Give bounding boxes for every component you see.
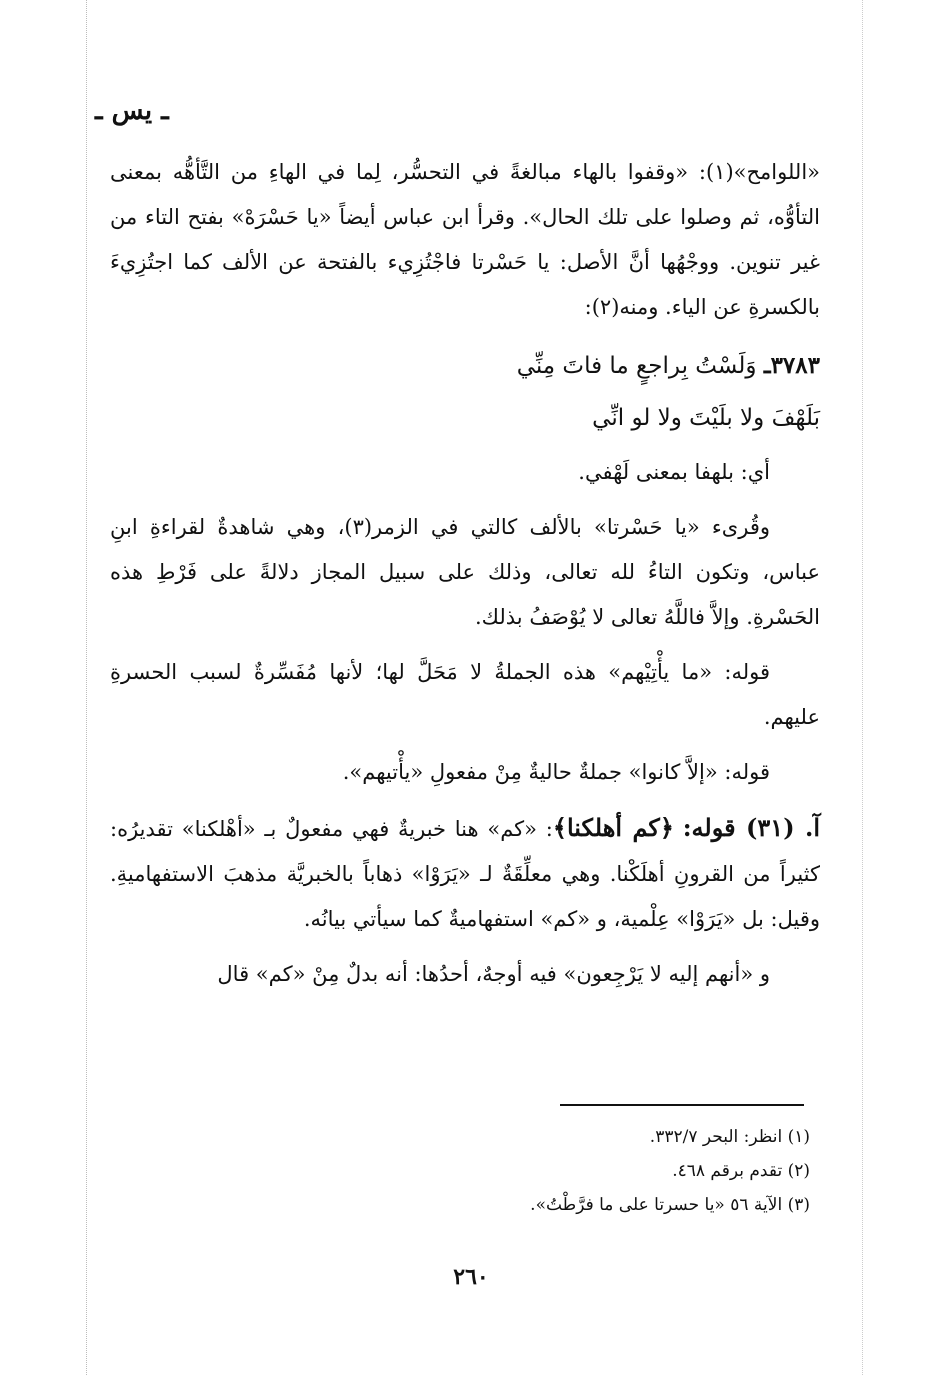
verse-number: ٣٧٨٣ـ xyxy=(763,352,820,379)
paragraph-ma-yatihim: قوله: «ما يأْتِيْهم» هذه الجملةُ لا مَحَلَّ لها؛ لأنها مُفَسِّرةٌ لسبب الحسرةِ عليهم. xyxy=(110,660,820,729)
poetry-verse xyxy=(110,340,820,444)
paragraph-illa-kanu: قوله: «إلاَّ كانوا» جملةٌ حاليةٌ مِنْ مفعولِ «يأْتيهم». xyxy=(342,760,770,784)
footnote-2: (٢) تقدم برقم ٤٦٨. xyxy=(672,1161,810,1181)
footnotes xyxy=(300,1120,810,1222)
paragraph-gloss: أي: بلهفا بمعنى لَهْفي. xyxy=(578,460,770,484)
verse-first-hemistich xyxy=(110,340,820,392)
running-header: ـ يس ـ xyxy=(95,96,169,126)
footnote-divider xyxy=(560,1104,804,1106)
footnote-3: (٣) الآية ٥٦ «يا حسرتا على ما فرَّطْتُ». xyxy=(530,1195,810,1215)
paragraph-lawamih: «اللوامح»(١): «وقفوا بالهاء مبالغةً في التحسُّر، لِما في الهاءِ من التَّأهُّه بمعنى التأوُّه، ثم وصلوا على تلك الحال». وقرأ ابن عباس أيضاً «يا حَسْرَهْ» بفتح التاء من غير تنوين. ووجْهُها أنَّ الأصل: يا حَسْرتا فاجْتُزِيء بالفتحة عن الألف كما اجتُزِيءَ بالكسرةِ عن الياء. ومنه(٢): xyxy=(110,160,820,319)
verse-ref-lead: آ. (٣١) قوله: xyxy=(682,813,821,842)
quran-quote: ﴿كم أهلكنا﴾ xyxy=(552,813,674,842)
page-edge-right xyxy=(862,0,863,1375)
page-edge-left xyxy=(86,0,87,1375)
footnote-1: (١) انظر: البحر ٣٣٢/٧. xyxy=(649,1127,810,1147)
paragraph-annahum: و «أنهم إليه لا يَرْجِعون» فيه أوجهٌ، أحدُها: أنه بدلٌ مِنْ «كم» قال xyxy=(217,962,770,986)
main-text xyxy=(110,150,820,1007)
verse-line-2: بَلَهْفَ ولا بلَيْتَ ولا لو انِّي xyxy=(592,405,820,431)
page-number: ٢٦٠ xyxy=(453,1264,489,1290)
verse-31-commentary: : «كم» هنا خبريةٌ فهي مفعولٌ بـ «أهْلكنا» تقديرُه: كثيراً من القرونِ أهلَكْنا. وهي معلِّقَةٌ لـ «يَرَوْا» ذهاباً بالخبريَّة مذهبَ الاستفهاميةِ. وقيل: بل «يَرَوْا» عِلْمية، و «كم» استفهاميةٌ كما سيأتي بيانُه. xyxy=(110,817,820,931)
paragraph-qira: وقُرىء «يا حَسْرتا» بالألف كالتي في الزمر(٣)، وهي شاهدةٌ لقراءةِ ابنِ عباس، وتكون التاءُ لله تعالى، وذلك على سبيل المجاز دلالةً على فَرْطِ هذه الحَسْرةِ. وإلاَّ فاللَّهُ تعالى لا يُوْصَفُ بذلك. xyxy=(110,515,820,629)
verse-line-1: وَلَسْتُ بِراجعٍ ما فاتَ مِنِّي xyxy=(516,353,757,379)
paragraph-verse-31 xyxy=(110,805,820,942)
